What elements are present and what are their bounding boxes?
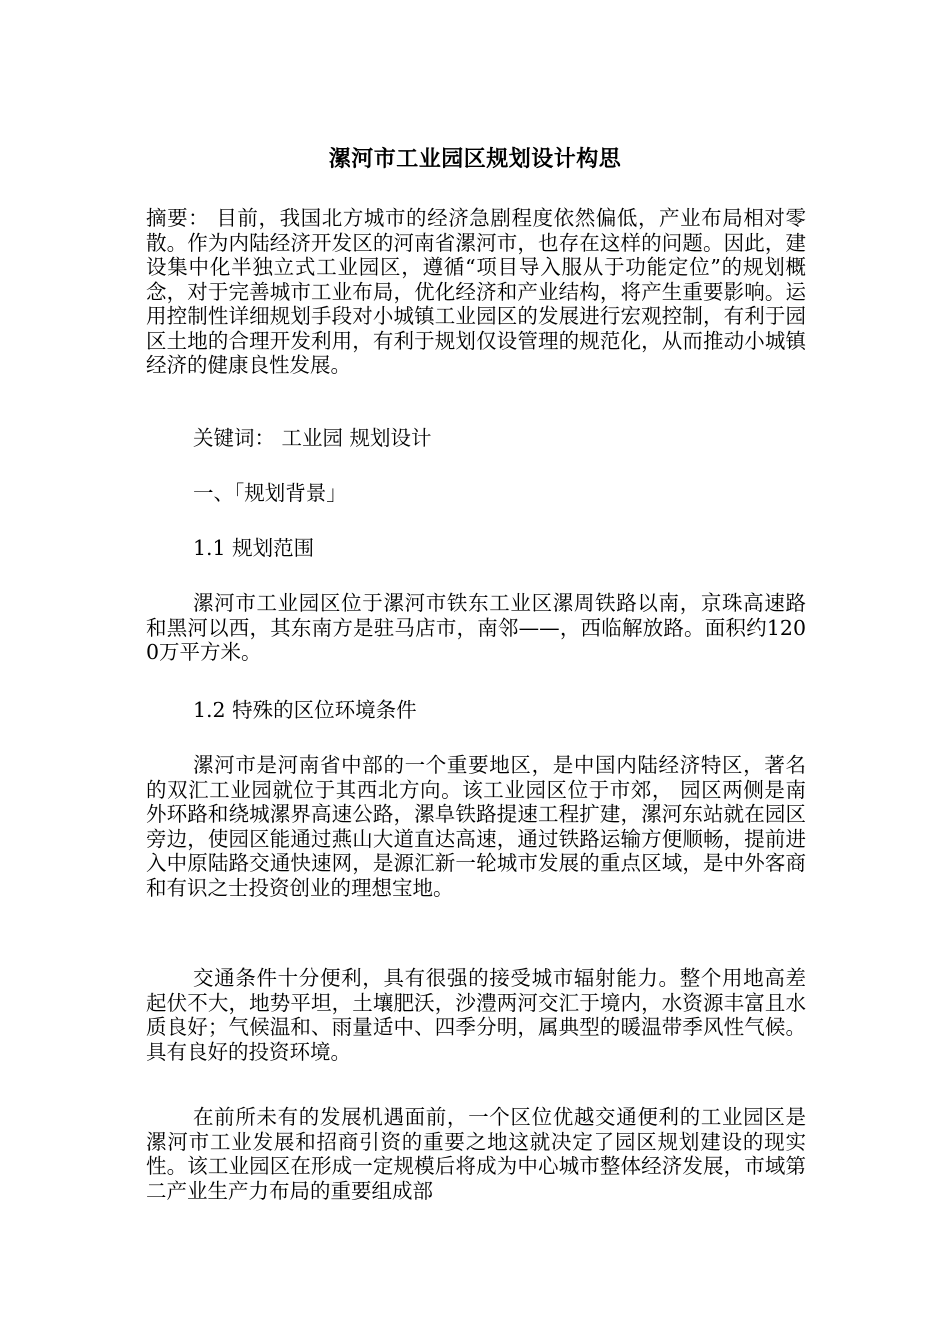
document-title: 漯河市工业园区规划设计构思: [328, 146, 622, 172]
subsection-heading-scope: 1.1 规划范围: [193, 536, 315, 560]
paragraph-location: 漯河市是河南省中部的一个重要地区，是中国内陆经济特区，著名的双汇工业园就位于其西北方向。该工业园区位于市郊， 园区两侧是南外环路和绕城漯界高速公路，漯阜铁路提速工程扩建，漯河东站就在园区旁边，使园区能通过燕山大道直达高速，通过铁路运输方便顺畅，提前进入中原陆路交通快速网，是源汇新一轮城市发展的重点区域，是中外客商和有识之士投资创业的理想宝地。: [146, 753, 806, 900]
abstract-paragraph: 摘要： 目前，我国北方城市的经济急剧程度依然偏低，产业布局相对零散。作为内陆经济开发区的河南省漯河市，也存在这样的问题。因此，建设集中化半独立式工业园区，遵循“项目导入服从于功能定位”的规划概念，对于完善城市工业布局，优化经济和产业结构，将产生重要影响。运用控制性详细规划手段对小城镇工业园区的发展进行宏观控制，有利于园区土地的合理开发利用，有利于规划仅设管理的规范化，从而推动小城镇经济的健康良性发展。: [146, 206, 806, 377]
paragraph-opportunity: 在前所未有的发展机遇面前，一个区位优越交通便利的工业园区是漯河市工业发展和招商引资的重要之地这就决定了园区规划建设的现实性。该工业园区在形成一定规模后将成为中心城市整体经济发展，市域第二产业生产力布局的重要组成部: [146, 1105, 806, 1203]
section-heading-background: 一、「规划背景」: [193, 481, 347, 505]
paragraph-scope: 漯河市工业园区位于漯河市铁东工业区漯周铁路以南，京珠高速路和黑河以西，其东南方是驻马店市，南邻——，西临解放路。面积约1200万平方米。: [146, 591, 806, 664]
subsection-heading-location: 1.2 特殊的区位环境条件: [193, 698, 417, 722]
paragraph-transport: 交通条件十分便利，具有很强的接受城市辐射能力。整个用地高差起伏不大，地势平坦，土壤肥沃，沙澧两河交汇于境内，水资源丰富且水质良好；气候温和、雨量适中、四季分明，属典型的暖温带季风性气候。具有良好的投资环境。: [146, 966, 806, 1064]
keywords-line: 关键词： 工业园 规划设计: [193, 426, 432, 450]
